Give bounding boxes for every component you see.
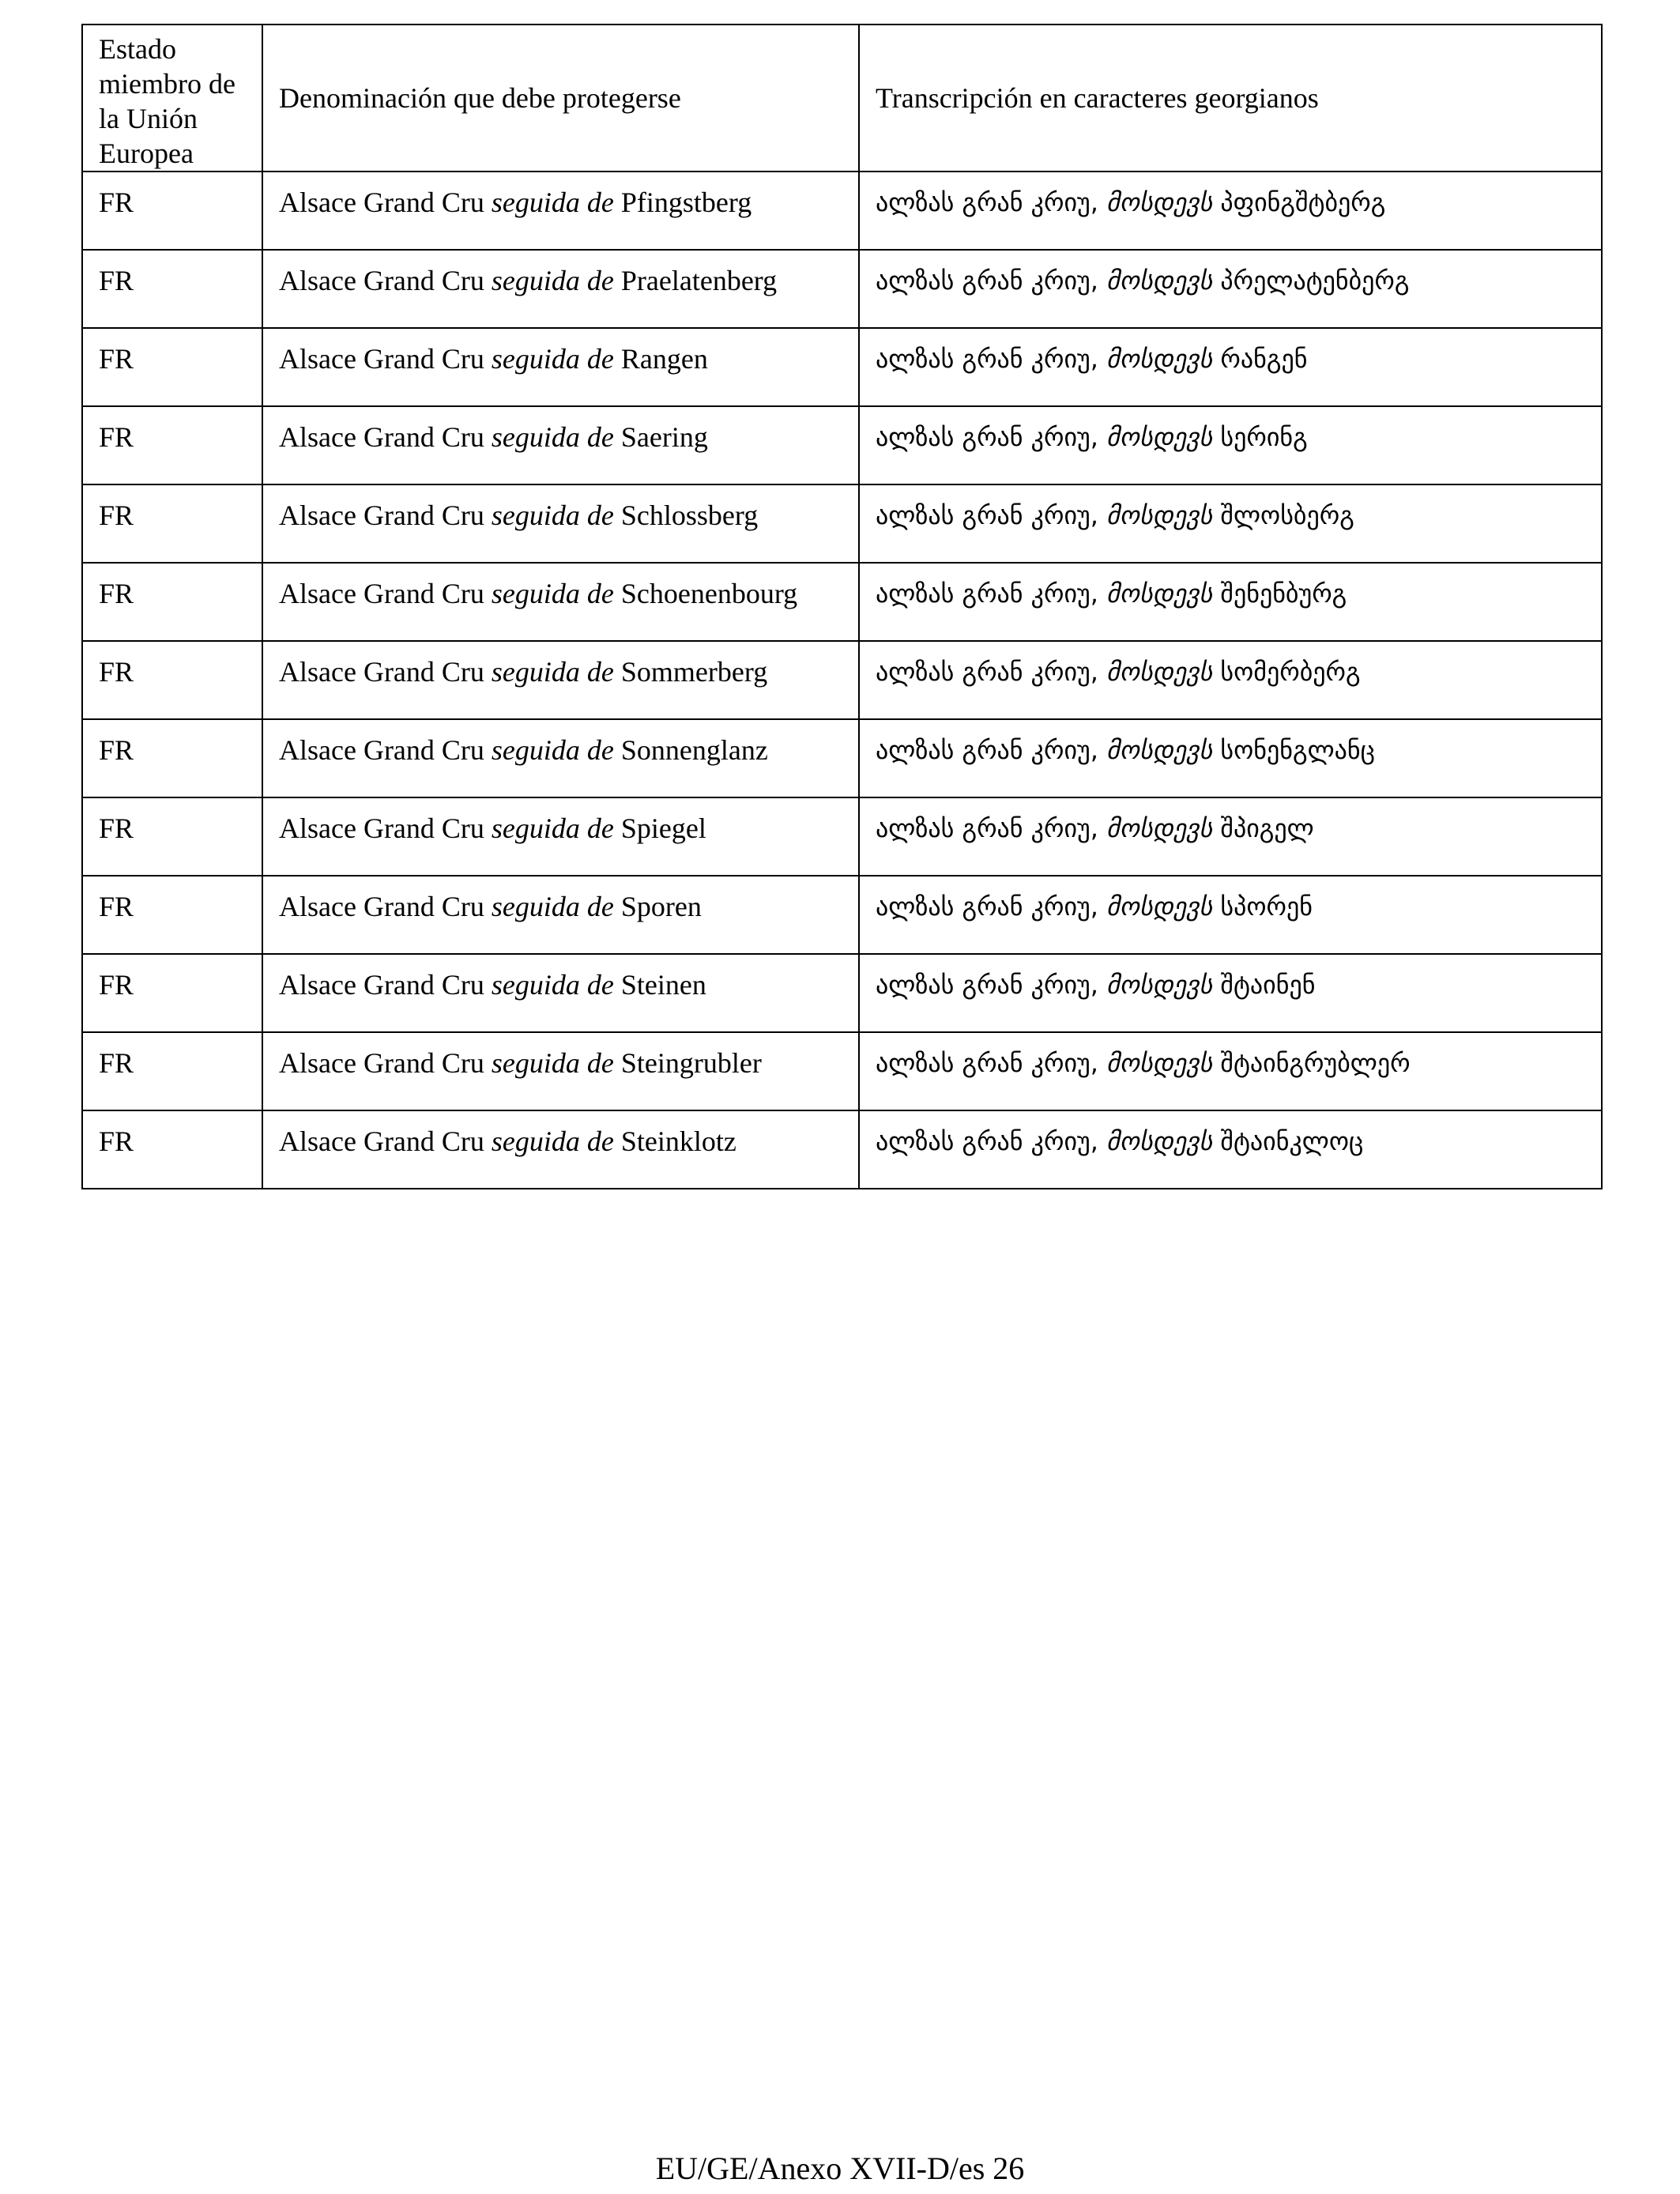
cell-member-state: FR <box>82 172 262 250</box>
geo-prefix: ალზას გრან კრიუ, <box>876 1048 1098 1078</box>
name-prefix: Alsace Grand Cru <box>279 1125 484 1157</box>
geo-prefix: ალზას გრან კრიუ, <box>876 735 1098 765</box>
name-connector: seguida de <box>491 421 614 453</box>
name-prefix: Alsace Grand Cru <box>279 734 484 766</box>
cell-georgian-transcription <box>859 406 1602 484</box>
cell-protected-name <box>262 1032 859 1110</box>
name-prefix: Alsace Grand Cru <box>279 1047 484 1079</box>
table-header-row <box>82 25 1602 172</box>
name-prefix: Alsace Grand Cru <box>279 656 484 688</box>
cell-georgian-transcription <box>859 719 1602 797</box>
name-suffix: Spiegel <box>620 812 706 844</box>
name-prefix: Alsace Grand Cru <box>279 969 484 1001</box>
geo-suffix: შენენბურგ <box>1220 579 1347 609</box>
header-protected-name: Denominación que debe protegerse <box>262 25 859 172</box>
cell-georgian-transcription <box>859 1110 1602 1189</box>
cell-georgian-transcription <box>859 250 1602 328</box>
geo-prefix: ალზას გრან კრიუ, <box>876 422 1098 452</box>
name-prefix: Alsace Grand Cru <box>279 343 484 375</box>
cell-georgian-transcription <box>859 172 1602 250</box>
name-connector: seguida de <box>491 656 614 688</box>
geo-suffix: შტაინკლოც <box>1220 1126 1364 1156</box>
cell-member-state: FR <box>82 328 262 406</box>
geo-connector: მოსდევს <box>1106 500 1213 530</box>
geo-connector: მოსდევს <box>1106 1048 1213 1078</box>
geo-connector: მოსდევს <box>1106 344 1213 374</box>
name-suffix: Schlossberg <box>620 499 759 531</box>
geo-suffix: პრელატენბერგ <box>1220 266 1410 296</box>
geo-prefix: ალზას გრან კრიუ, <box>876 813 1098 843</box>
geo-connector: მოსდევს <box>1106 1126 1213 1156</box>
name-suffix: Saering <box>620 421 708 453</box>
cell-protected-name <box>262 954 859 1032</box>
table-row <box>82 328 1602 406</box>
geo-suffix: სპორენ <box>1220 892 1313 922</box>
cell-georgian-transcription <box>859 954 1602 1032</box>
cell-protected-name <box>262 719 859 797</box>
geo-prefix: ალზას გრან კრიუ, <box>876 500 1098 530</box>
name-prefix: Alsace Grand Cru <box>279 187 484 218</box>
table-row <box>82 250 1602 328</box>
cell-protected-name <box>262 563 859 641</box>
geo-prefix: ალზას გრან კრიუ, <box>876 657 1098 687</box>
geo-connector: მოსდევს <box>1106 735 1213 765</box>
table-row <box>82 563 1602 641</box>
geo-prefix: ალზას გრან კრიუ, <box>876 1126 1098 1156</box>
cell-member-state: FR <box>82 719 262 797</box>
cell-member-state: FR <box>82 406 262 484</box>
geo-suffix: შპიგელ <box>1220 813 1314 843</box>
header-member-state: Estado miembro de la Unión Europea <box>82 25 262 172</box>
name-connector: seguida de <box>491 343 614 375</box>
name-prefix: Alsace Grand Cru <box>279 421 484 453</box>
geo-connector: მოსდევს <box>1106 813 1213 843</box>
name-suffix: Sommerberg <box>620 656 768 688</box>
cell-protected-name <box>262 172 859 250</box>
table-row <box>82 954 1602 1032</box>
cell-member-state: FR <box>82 797 262 876</box>
table-row <box>82 1032 1602 1110</box>
geo-suffix: სომერბერგ <box>1220 657 1361 687</box>
name-connector: seguida de <box>491 578 614 609</box>
geo-suffix: შტაინგრუბლერ <box>1220 1048 1411 1078</box>
cell-member-state: FR <box>82 484 262 563</box>
geo-connector: მოსდევს <box>1106 579 1213 609</box>
geo-connector: მოსდევს <box>1106 892 1213 922</box>
cell-protected-name <box>262 484 859 563</box>
table-row <box>82 1110 1602 1189</box>
name-prefix: Alsace Grand Cru <box>279 578 484 609</box>
cell-georgian-transcription <box>859 876 1602 954</box>
table-row <box>82 719 1602 797</box>
table-row <box>82 406 1602 484</box>
geo-prefix: ალზას გრან კრიუ, <box>876 892 1098 922</box>
name-connector: seguida de <box>491 734 614 766</box>
name-suffix: Steinklotz <box>620 1125 736 1157</box>
geo-suffix: შტაინენ <box>1220 970 1316 1000</box>
name-connector: seguida de <box>491 1047 614 1079</box>
cell-georgian-transcription <box>859 641 1602 719</box>
cell-member-state: FR <box>82 876 262 954</box>
cell-georgian-transcription <box>859 563 1602 641</box>
cell-member-state: FR <box>82 1110 262 1189</box>
name-suffix: Steingrubler <box>620 1047 762 1079</box>
table-row <box>82 797 1602 876</box>
table-body <box>82 172 1602 1189</box>
name-suffix: Pfingstberg <box>620 187 752 218</box>
geo-prefix: ალზას გრან კრიუ, <box>876 344 1098 374</box>
geo-connector: მოსდევს <box>1106 187 1213 217</box>
cell-protected-name <box>262 641 859 719</box>
table-row <box>82 172 1602 250</box>
geo-prefix: ალზას გრან კრიუ, <box>876 266 1098 296</box>
name-suffix: Steinen <box>620 969 706 1001</box>
cell-protected-name <box>262 250 859 328</box>
name-prefix: Alsace Grand Cru <box>279 891 484 922</box>
table-row <box>82 876 1602 954</box>
cell-member-state: FR <box>82 954 262 1032</box>
table-row <box>82 641 1602 719</box>
geo-connector: მოსდევს <box>1106 422 1213 452</box>
annex-table <box>81 24 1603 1189</box>
cell-member-state: FR <box>82 641 262 719</box>
name-connector: seguida de <box>491 187 614 218</box>
geo-suffix: სერინგ <box>1220 422 1308 452</box>
name-connector: seguida de <box>491 1125 614 1157</box>
geo-suffix: შლოსბერგ <box>1220 500 1354 530</box>
geo-connector: მოსდევს <box>1106 266 1213 296</box>
name-suffix: Rangen <box>620 343 708 375</box>
cell-georgian-transcription <box>859 328 1602 406</box>
cell-protected-name <box>262 797 859 876</box>
name-connector: seguida de <box>491 812 614 844</box>
page-footer-reference: EU/GE/Anexo XVII-D/es 26 <box>655 2151 1025 2186</box>
name-prefix: Alsace Grand Cru <box>279 265 484 296</box>
cell-georgian-transcription <box>859 797 1602 876</box>
name-connector: seguida de <box>491 499 614 531</box>
name-connector: seguida de <box>491 265 614 296</box>
cell-member-state: FR <box>82 250 262 328</box>
cell-protected-name <box>262 1110 859 1189</box>
geo-prefix: ალზას გრან კრიუ, <box>876 187 1098 217</box>
cell-georgian-transcription <box>859 1032 1602 1110</box>
name-prefix: Alsace Grand Cru <box>279 812 484 844</box>
cell-protected-name <box>262 328 859 406</box>
cell-member-state: FR <box>82 1032 262 1110</box>
header-georgian-transcription: Transcripción en caracteres georgianos <box>859 25 1602 172</box>
cell-protected-name <box>262 406 859 484</box>
name-suffix: Schoenenbourg <box>620 578 798 609</box>
name-prefix: Alsace Grand Cru <box>279 499 484 531</box>
cell-member-state: FR <box>82 563 262 641</box>
name-connector: seguida de <box>491 969 614 1001</box>
cell-protected-name <box>262 876 859 954</box>
geo-suffix: პფინგშტბერგ <box>1220 187 1386 217</box>
geo-connector: მოსდევს <box>1106 970 1213 1000</box>
name-connector: seguida de <box>491 891 614 922</box>
geo-prefix: ალზას გრან კრიუ, <box>876 579 1098 609</box>
geo-suffix: რანგენ <box>1220 344 1308 374</box>
table-row <box>82 484 1602 563</box>
geo-connector: მოსდევს <box>1106 657 1213 687</box>
name-suffix: Praelatenberg <box>620 265 778 296</box>
geo-prefix: ალზას გრან კრიუ, <box>876 970 1098 1000</box>
geo-suffix: სონენგლანც <box>1220 735 1375 765</box>
name-suffix: Sporen <box>620 891 702 922</box>
cell-georgian-transcription <box>859 484 1602 563</box>
name-suffix: Sonnenglanz <box>620 734 768 766</box>
